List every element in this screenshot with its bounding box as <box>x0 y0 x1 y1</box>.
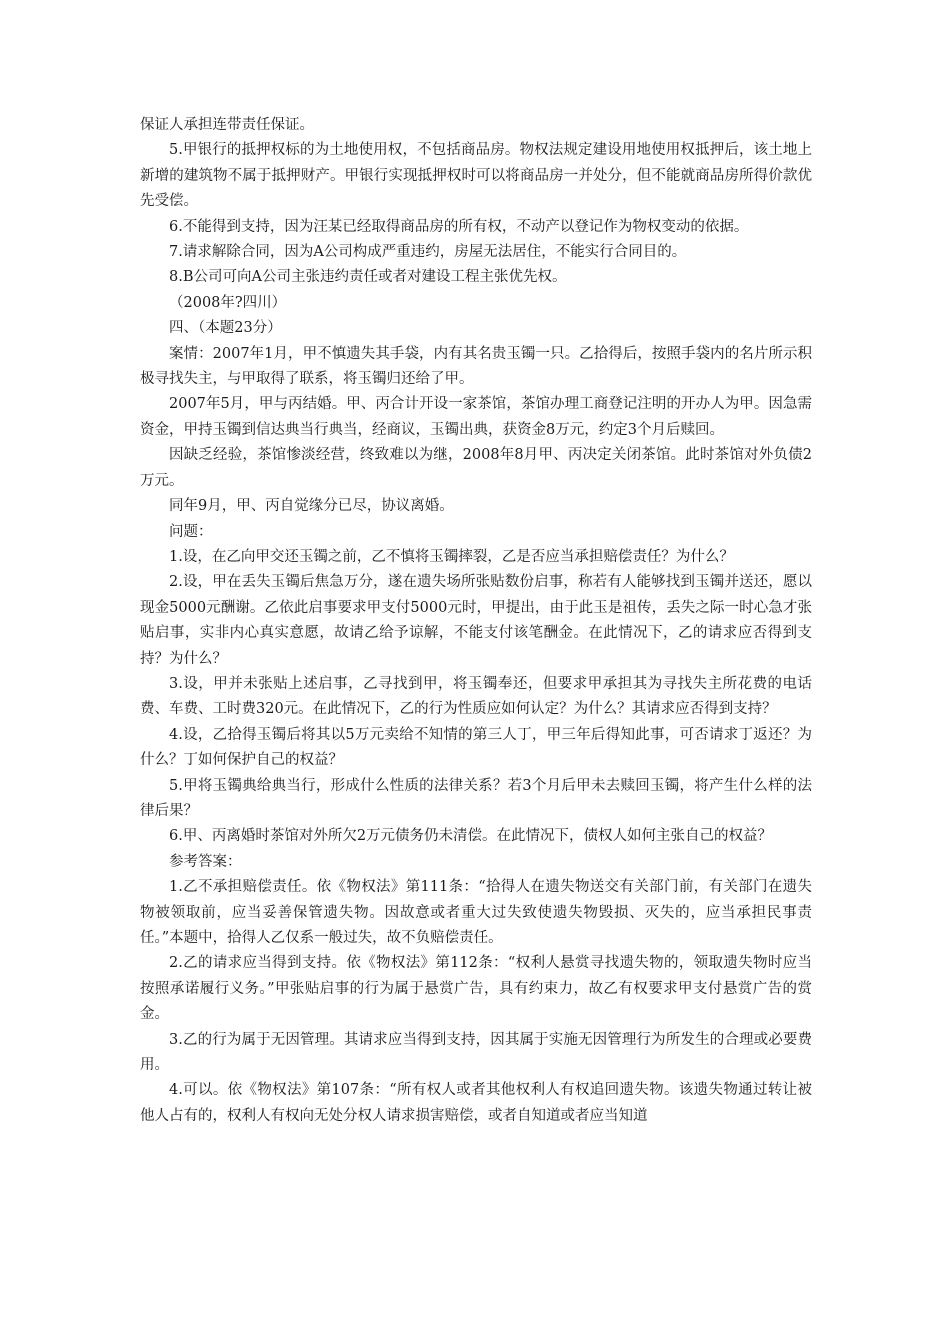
answer-item-6: 6.不能得到支持，因为汪某已经取得商品房的所有权，不动产以登记作为物权变动的依据。 <box>169 218 749 235</box>
reference-answer-4: 4.可以。依《物权法》第107条：“所有权人或者其他权利人有权追回遗失物。该遗失物通过转让被他人占有的，权利人有权向无处分权人请求损害赔偿，或者自知道或者应当知道 <box>140 1082 812 1124</box>
reference-answer-2: 2.乙的请求应当得到支持。依《物权法》第112条：“权利人悬赏寻找遗失物的，领取遗失物时应当按照承诺履行义务。”甲张贴启事的行为属于悬赏广告，具有约束力，故乙有权要求甲支付悬赏广告的赏金。 <box>140 955 812 1023</box>
answer-item-7: 7.请求解除合同，因为A公司构成严重违约，房屋无法居住，不能实行合同目的。 <box>169 244 687 261</box>
question-item-2: 2.设，甲在丢失玉镯后焦急万分，遂在遗失场所张贴数份启事，称若有人能够找到玉镯并送还，愿以现金5000元酬谢。乙依此启事要求甲支付5000元时，甲提出，由于此玉是祖传，丢失之际一时心急才张贴启事，实非内心真实意愿，故请乙给予谅解，不能支付该笔酬金。在此情况下，乙的请求应否得到支持？为什么？ <box>140 574 812 667</box>
answers-heading: 参考答案： <box>169 853 242 870</box>
source-note: （2008年?四川） <box>169 294 287 311</box>
case-paragraph-3: 因缺乏经验，茶馆惨淡经营，终致难以为继，2008年8月甲、丙决定关闭茶馆。此时茶馆对外负债2万元。 <box>140 447 812 489</box>
question-item-5: 5.甲将玉镯典给典当行，形成什么性质的法律关系？若3个月后甲未去赎回玉镯，将产生什么样的法律后果？ <box>140 777 812 819</box>
answer-item-8: 8.B公司可向A公司主张违约责任或者对建设工程主张优先权。 <box>169 269 567 286</box>
document-page <box>140 113 812 1129</box>
question-item-6: 6.甲、丙离婚时茶馆对外所欠2万元债务仍未清偿。在此情况下，债权人如何主张自己的权益？ <box>169 828 773 845</box>
paragraph-continuation: 保证人承担连带责任保证。 <box>140 117 314 133</box>
answer-item-5: 5.甲银行的抵押权标的为土地使用权，不包括商品房。物权法规定建设用地使用权抵押后，该土地上新增的建筑物不属于抵押财产。甲银行实现抵押权时可以将商品房一并处分，但不能就商品房所得价款优先受偿。 <box>140 142 812 210</box>
reference-answer-3: 3.乙的行为属于无因管理。其请求应当得到支持，因其属于实施无因管理行为所发生的合理或必要费用。 <box>140 1031 812 1074</box>
case-paragraph-1: 案情：2007年1月，甲不慎遗失其手袋，内有其名贵玉镯一只。乙拾得后，按照手袋内的名片所示积极寻找失主，与甲取得了联系，将玉镯归还给了甲。 <box>140 345 812 388</box>
reference-answer-1: 1.乙不承担赔偿责任。依《物权法》第111条：“拾得人在遗失物送交有关部门前，有关部门在遗失物被领取前，应当妥善保管遗失物。因故意或者重大过失致使遗失物毁损、灭失的，应当承担民事责任。”本题中，拾得人乙仅系一般过失，故不负赔偿责任。 <box>140 879 812 946</box>
case-paragraph-2: 2007年5月，甲与丙结婚。甲、丙合计开设一家茶馆，茶馆办理工商登记注明的开办人为甲。因急需资金，甲持玉镯到信达典当行典当，经商议，玉镯出典，获资金8万元，约定3个月后赎回。 <box>140 396 812 438</box>
case-paragraph-4: 同年9月，甲、丙自觉缘分已尽，协议离婚。 <box>169 498 454 515</box>
question-item-1: 1.设，在乙向甲交还玉镯之前，乙不慎将玉镯摔裂，乙是否应当承担赔偿责任？为什么？ <box>169 548 734 565</box>
questions-heading: 问题： <box>169 523 213 540</box>
question-item-3: 3.设，甲并未张贴上述启事，乙寻找到甲，将玉镯奉还，但要求甲承担其为寻找失主所花费的电话费、车费、工时费320元。在此情况下，乙的行为性质应如何认定？为什么？其请求应否得到支持？ <box>140 675 812 718</box>
question-item-4: 4.设，乙拾得玉镯后将其以5万元卖给不知情的第三人丁，甲三年后得知此事，可否请求丁返还？为什么？丁如何保护自己的权益？ <box>140 726 812 769</box>
section-heading: 四、（本题23分） <box>169 320 282 337</box>
